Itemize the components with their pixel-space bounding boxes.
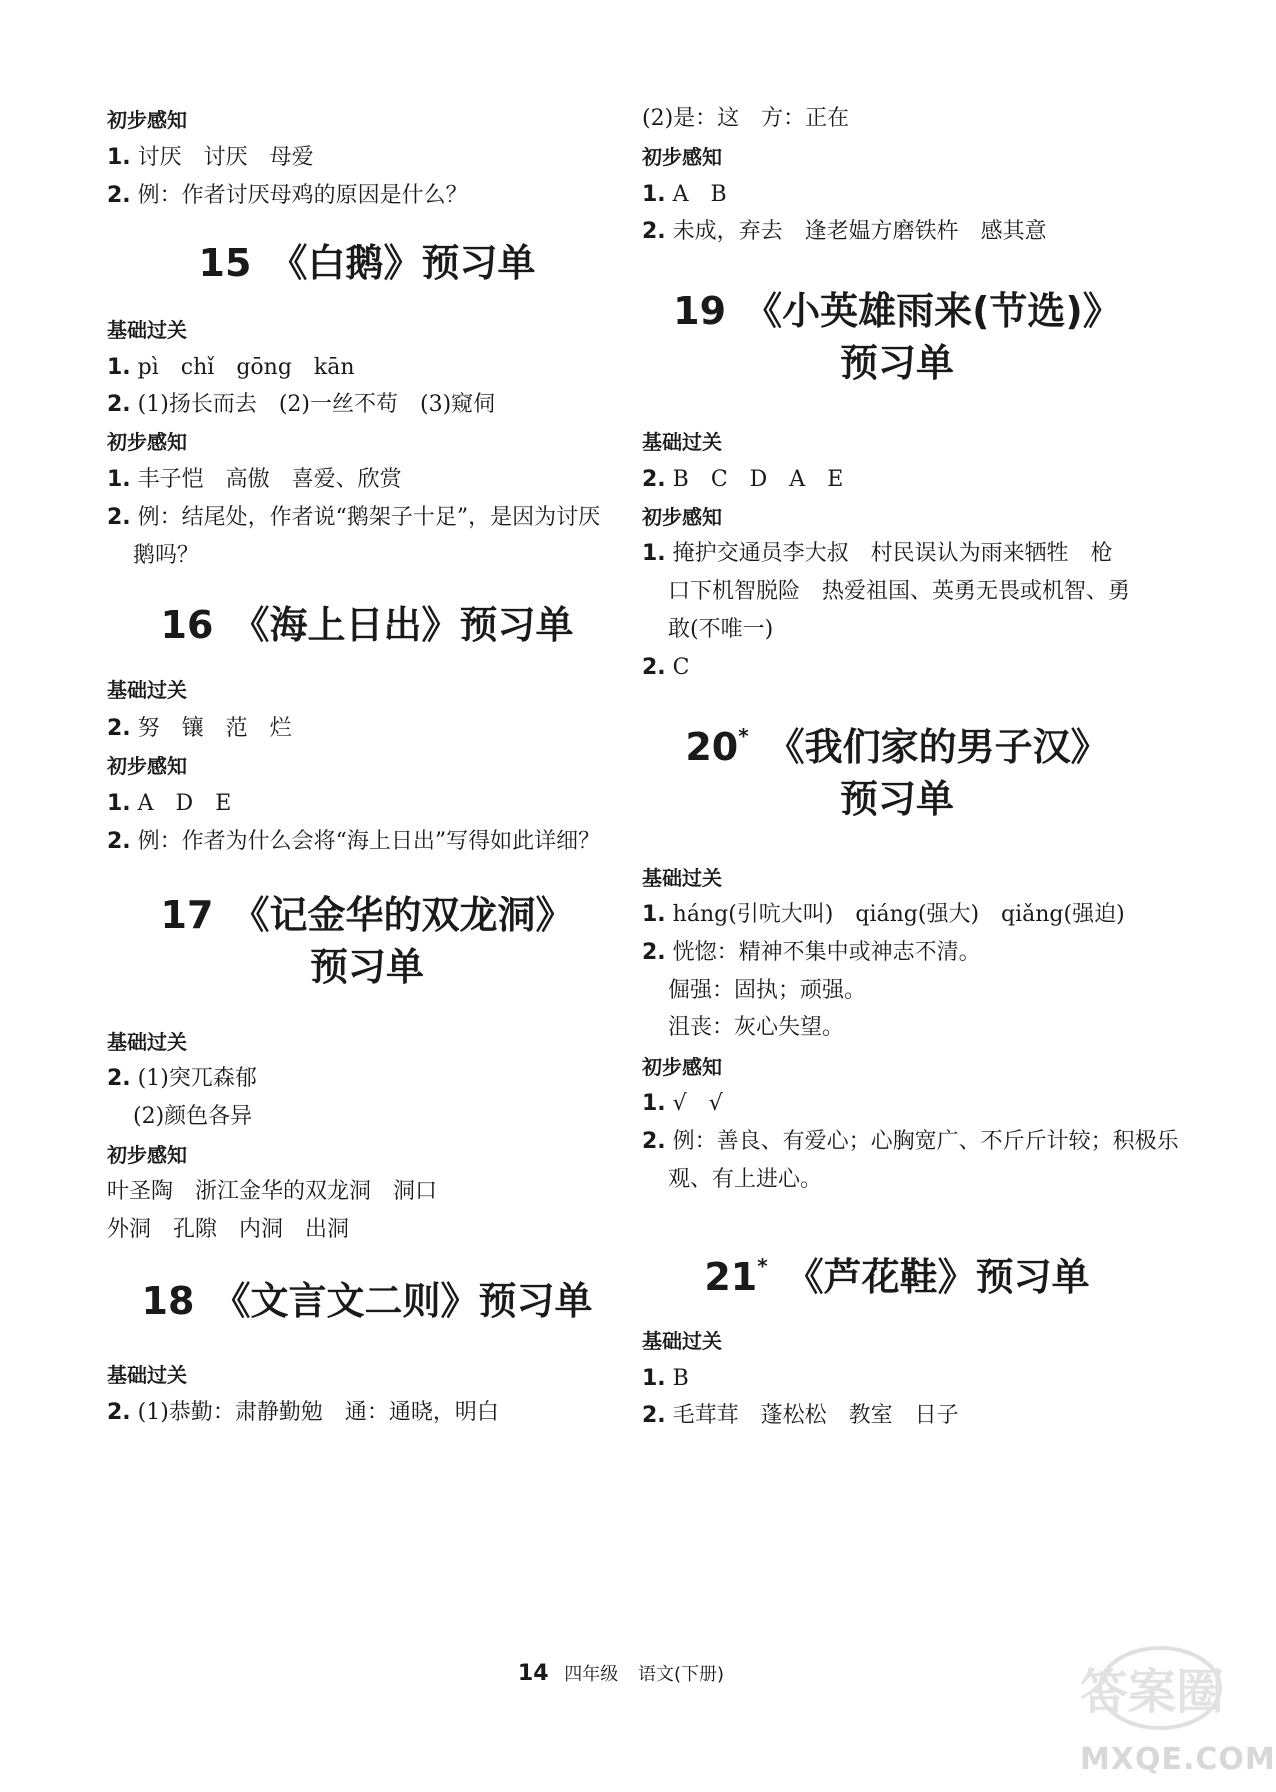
answer-line: 1. pì chǐ gōng kān <box>107 355 355 380</box>
heading-jichu-guoguan: 基础过关 <box>642 866 722 890</box>
heading-chubu-ganzhi: 初步感知 <box>107 754 187 778</box>
answer-line: 1. 讨厌 讨厌 母爱 <box>107 145 314 170</box>
answer-line-cont: 敢(不唯一) <box>668 617 774 642</box>
answer-line: 1. √ √ <box>642 1091 723 1116</box>
heading-chubu-ganzhi: 初步感知 <box>642 1055 722 1079</box>
answer-line: 2. 恍惚：精神不集中或神志不清。 <box>642 940 981 965</box>
lesson-title-18: 18 《文言文二则》预习单 <box>141 1279 593 1323</box>
answer-line-cont: (2)颜色各异 <box>133 1104 253 1129</box>
lesson-title-16: 16 《海上日出》预习单 <box>160 603 574 647</box>
answer-line-cont: 倔强：固执；顽强。 <box>668 978 867 1003</box>
answer-line: 1. háng(引吭大叫) qiáng(强大) qiǎng(强迫) <box>642 902 1125 927</box>
answer-line: 2. 例：作者讨厌母鸡的原因是什么？ <box>107 183 468 208</box>
heading-jichu-guoguan: 基础过关 <box>642 430 722 454</box>
answer-line: 2. (1)扬长而去 (2)一丝不苟 (3)窥伺 <box>107 392 496 417</box>
answer-line: 2. (1)突兀森郁 <box>107 1066 257 1091</box>
lesson-title-15: 15 《白鹅》预习单 <box>198 241 536 285</box>
answer-line: 1. 丰子恺 高傲 喜爱、欣赏 <box>107 467 402 492</box>
heading-chubu-ganzhi: 初步感知 <box>642 505 722 529</box>
heading-chubu-ganzhi: 初步感知 <box>107 430 187 454</box>
watermark-logo-text: 答案圈 <box>1080 1664 1225 1720</box>
answer-line-cont: 鹅吗？ <box>133 543 200 568</box>
lesson-title-19: 19 《小英雄雨来(节选)》 <box>673 289 1121 333</box>
answer-line: 2. (1)恭勤：肃静勤勉 通：通晓，明白 <box>107 1400 499 1425</box>
lesson-title-20: 20* 《我们家的男子汉》 <box>685 724 1109 769</box>
heading-jichu-guoguan: 基础过关 <box>107 678 187 702</box>
answer-line: 外洞 孔隙 内洞 出洞 <box>107 1217 350 1242</box>
heading-jichu-guoguan: 基础过关 <box>107 1363 187 1387</box>
heading-jichu-guoguan: 基础过关 <box>107 1030 187 1054</box>
lesson-title-17: 17 《记金华的双龙洞》 <box>160 893 574 937</box>
answer-line: 2. 努 镶 范 烂 <box>107 716 292 741</box>
heading-chubu-ganzhi: 初步感知 <box>107 1143 187 1167</box>
answer-line: 2. 例：作者为什么会将“海上日出”写得如此详细？ <box>107 829 601 854</box>
heading-jichu-guoguan: 基础过关 <box>642 1329 722 1353</box>
answer-line-cont: 口下机智脱险 热爱祖国、英勇无畏或机智、勇 <box>668 579 1131 604</box>
heading-jichu-guoguan: 基础过关 <box>107 318 187 342</box>
answer-line: 2. C <box>642 655 690 680</box>
lesson-title-19-line2: 预习单 <box>839 341 954 385</box>
page-number: 14 <box>517 1661 549 1686</box>
answer-line-cont: 沮丧：灰心失望。 <box>668 1015 845 1040</box>
answer-line: (2)是：这 方：正在 <box>642 106 850 131</box>
answer-line: 1. 掩护交通员李大叔 村民误认为雨来牺牲 枪 <box>642 541 1113 566</box>
watermark-text: MXQE.COM <box>1080 1742 1276 1777</box>
answer-line-cont: 观、有上进心。 <box>668 1167 823 1192</box>
lesson-title-17-line2: 预习单 <box>309 945 424 989</box>
answer-line: 2. B C D A E <box>642 467 844 492</box>
lesson-title-20-line2: 预习单 <box>839 777 954 821</box>
lesson-title-21: 21* 《芦花鞋》预习单 <box>704 1254 1090 1299</box>
answer-line: 2. 未成，弃去 逢老媪方磨铁杵 感其意 <box>642 219 1047 244</box>
answer-line: 1. B <box>642 1366 689 1391</box>
heading-chubu-ganzhi: 初步感知 <box>642 145 722 169</box>
answer-line: 2. 例：结尾处，作者说“鹅架子十足”，是因为讨厌 <box>107 505 601 530</box>
answer-line: 1. A D E <box>107 791 232 816</box>
subject-label: 语文(下册) <box>638 1664 725 1685</box>
heading-chubu-ganzhi: 初步感知 <box>107 108 187 132</box>
answer-line: 叶圣陶 浙江金华的双龙洞 洞口 <box>107 1179 438 1204</box>
grade-label: 四年级 <box>564 1664 619 1685</box>
answer-line: 2. 例：善良、有爱心；心胸宽广、不斤斤计较；积极乐 <box>642 1129 1179 1154</box>
answer-line: 2. 毛茸茸 蓬松松 教室 日子 <box>642 1403 959 1428</box>
answer-line: 1. A B <box>642 182 727 207</box>
